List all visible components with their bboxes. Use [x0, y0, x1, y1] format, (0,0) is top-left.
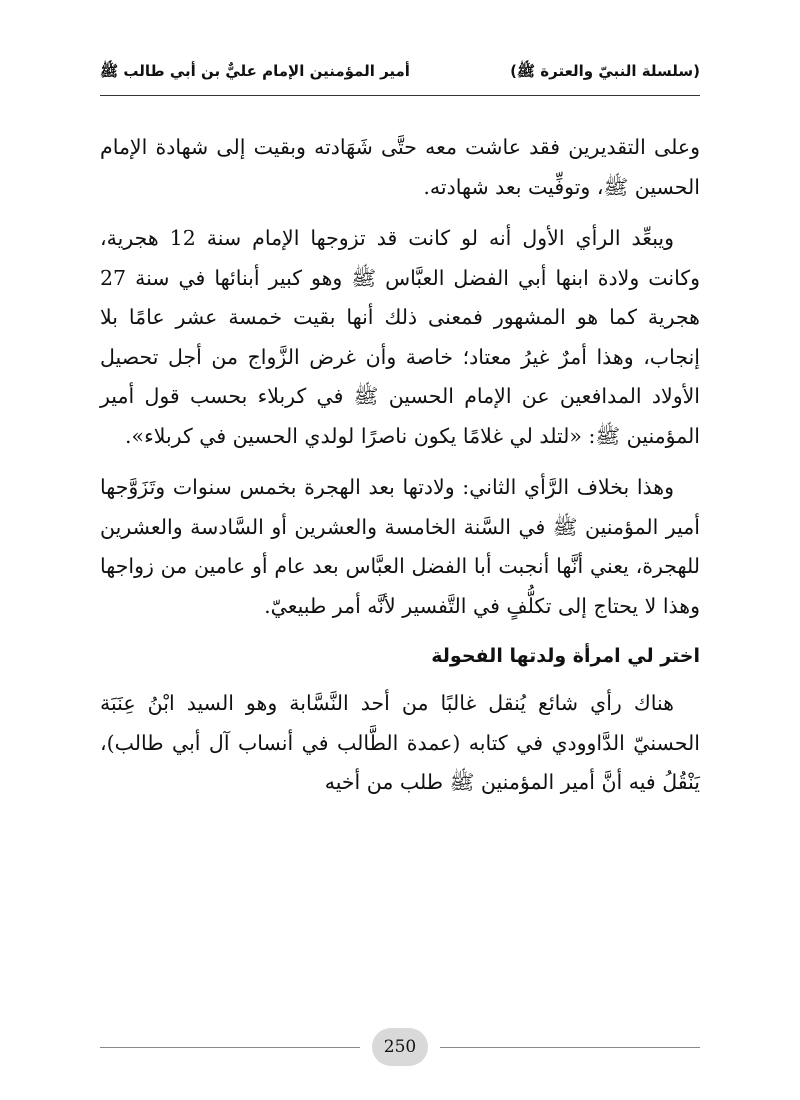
section-paragraph: هناك رأي شائع يُنقل غالبًا من أحد النَّسَّابة وهو السيد ابْنُ عِنَبَة الحسنيّ الدَّاوودي في كتابه (عمدة الطَّالب في أنساب آل أبي طالب)، يَنْقُلُ فيه أنَّ أمير المؤمنين ﷺ طلب من أخيه [100, 691, 700, 794]
book-title: أمير المؤمنين الإمام عليٌّ بن أبي طالب ﷺ [100, 62, 410, 80]
paragraph-3: وهذا بخلاف الرَّأي الثاني: ولادتها بعد الهجرة بخمس سنوات وتَزَوَّجها أمير المؤمنين ﷺ في السَّنة الخامسة والعشرين أو السَّادسة والعشرين للهجرة، يعني أنَّها أنجبت أبا الفضل العبَّاس بعد عام أو عامين من زواجها وهذا لا يحتاج إلى تكلُّفٍ في التَّفسير لأنَّه أمر طبيعيّ. [100, 475, 700, 618]
paragraph-2: ويبعِّد الرأي الأول أنه لو كانت قد تزوجها الإمام سنة 12 هجرية، وكانت ولادة ابنها أبي الفضل العبَّاس ﷺ وهو كبير أبنائها في سنة 27 هجرية كما هو المشهور فمعنى ذلك أنها بقيت خمسة عشر عامًا بلا إنجاب، وهذا أمرٌ غيرُ معتاد؛ خاصة وأن غرض الزَّواج من أجل تحصيل الأولاد المدافعين عن الإمام الحسين ﷺ في كربلاء بحسب قول أمير المؤمنين ﷺ: «لتلد لي غلامًا يكون ناصرًا لولدي الحسين في كربلاء». [100, 226, 700, 448]
series-title: (سلسلة النبيّ والعترة ﷺ) [510, 62, 700, 80]
page-body [100, 128, 700, 815]
footer-rule-left [100, 1047, 360, 1048]
page-number: 250 [372, 1028, 428, 1066]
section-heading: اختر لي امرأة ولدتها الفحولة [431, 645, 700, 667]
paragraph-1: وعلى التقديرين فقد عاشت معه حتَّى شَهَادته وبقيت إلى شهادة الإمام الحسين ﷺ، وتوفِّيت بعد شهادته. [100, 135, 700, 199]
header-divider [100, 95, 700, 96]
running-header [100, 56, 700, 90]
footer-rule-right [440, 1047, 700, 1048]
page-footer [100, 1028, 700, 1068]
